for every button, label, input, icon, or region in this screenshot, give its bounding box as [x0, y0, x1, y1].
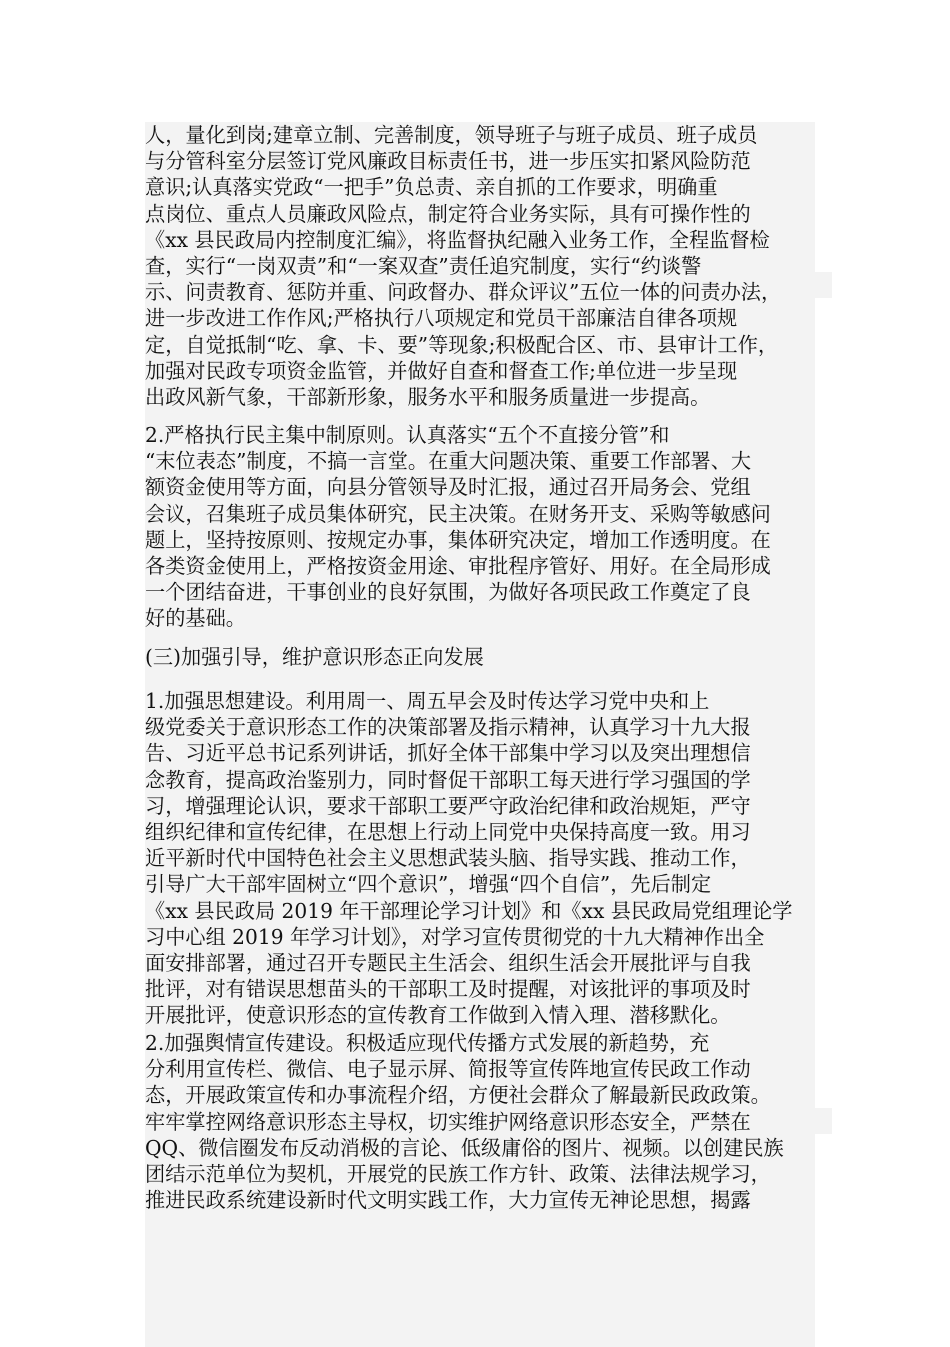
paragraph-line: 加强对民政专项资金监管，并做好自查和督查工作;单位进一步呈现 [145, 358, 738, 383]
paragraph-line: 推进民政系统建设新时代文明实践工作，大力宣传无神论思想，揭露 [145, 1188, 751, 1213]
paragraph-line: QQ、微信圈发布反动消极的言论、低级庸俗的图片、视频。以创建民族 [145, 1135, 784, 1160]
paragraph-line: 《xx 县民政局内控制度汇编》，将监督执纪融入业务工作，全程监督检 [145, 227, 770, 252]
paragraph-line: 出政风新气象，干部新形象，服务水平和服务质量进一步提高。 [145, 385, 711, 409]
paragraph-line: 习中心组 2019 年学习计划》，对学习宣传贯彻党的十九大精神作出全 [145, 924, 765, 949]
section-heading: (三)加强引导，维护意识形态正向发展 [145, 645, 484, 669]
paragraph-line: 2.严格执行民主集中制原则。认真落实“五个不直接分管”和 [145, 423, 670, 447]
paragraph-line: 告、习近平总书记系列讲话，抓好全体干部集中学习以及突出理想信 [145, 741, 751, 766]
paragraph-line: 查，实行“一岗双责”和“一案双查”责任追究制度，实行“约谈警 [145, 254, 702, 278]
paragraph-line: 开展批评，使意识形态的宣传教育工作做到入情入理、潜移默化。 [145, 1003, 731, 1028]
paragraph-line: 额资金使用等方面，向县分管领导及时汇报，通过召开局务会、党组 [145, 475, 751, 500]
paragraph-line: 意识;认真落实党政“一把手”负总责、亲自抓的工作要求，明确重 [145, 175, 718, 200]
paragraph-line: 牢牢掌控网络意识形态主导权，切实维护网络意识形态安全，严禁在 [145, 1109, 751, 1134]
paragraph-line: 引导广大干部牢固树立“四个意识”，增强“四个自信”，先后制定 [145, 872, 712, 897]
text-highlight-band [806, 272, 832, 298]
paragraph-line: 会议，召集班子成员集体研究，民主决策。在财务开支、采购等敏感问 [145, 501, 771, 526]
paragraph-line: 面安排部署，通过召开专题民主生活会、组织生活会开展批评与自我 [145, 951, 751, 975]
paragraph-line: 2.加强舆情宣传建设。积极适应现代传播方式发展的新趋势，充 [145, 1031, 710, 1055]
paragraph-line: 进一步改进工作作风;严格执行八项规定和党员干部廉洁自律各项规 [145, 306, 738, 331]
paragraph-line: 与分管科室分层签订党风廉政目标责任书，进一步压实扣紧风险防范 [145, 149, 751, 174]
paragraph-line: 示、问责教育、惩防并重、问政督办、群众评议”五位一体的问责办法， [145, 280, 782, 305]
paragraph-line: 批评，对有错误思想苗头的干部职工及时提醒，对该批评的事项及时 [145, 977, 751, 1002]
paragraph-line: 《xx 县民政局 2019 年干部理论学习计划》和《xx 县民政局党组理论学 [145, 898, 793, 923]
paragraph-line: 1.加强思想建设。利用周一、周五早会及时传达学习党中央和上 [145, 689, 710, 713]
paragraph-line: “末位表态”制度，不搞一言堂。在重大问题决策、重要工作部署、大 [145, 449, 752, 474]
paragraph-line: 人，量化到岗;建章立制、完善制度，领导班子与班子成员、班子成员 [145, 123, 758, 147]
paragraph-line: 念教育，提高政治鉴别力，同时督促干部职工每天进行学习强国的学 [145, 767, 751, 792]
paragraph-line: 定，自觉抵制“吃、拿、卡、要”等现象;积极配合区、市、县审计工作， [145, 332, 779, 357]
paragraph-line: 近平新时代中国特色社会主义思想武装头脑、指导实践、推动工作， [145, 846, 751, 871]
paragraph-line: 分利用宣传栏、微信、电子显示屏、简报等宣传阵地宣传民政工作动 [145, 1057, 751, 1082]
paragraph-line: 组织纪律和宣传纪律，在思想上行动上同党中央保持高度一致。用习 [145, 820, 751, 844]
paragraph-line: 题上，坚持按原则、按规定办事，集体研究决定，增加工作透明度。在 [145, 527, 771, 552]
paragraph-line: 级党委关于意识形态工作的决策部署及指示精神，认真学习十九大报 [145, 715, 751, 740]
paragraph-line: 各类资金使用上，严格按资金用途、审批程序管好、用好。在全局形成 [145, 554, 771, 578]
text-highlight-band [806, 1108, 832, 1134]
paragraph-line: 团结示范单位为契机，开展党的民族工作方针、政策、法律法规学习， [145, 1162, 771, 1186]
paragraph-line: 一个团结奋进，干事创业的良好氛围，为做好各项民政工作奠定了良 [145, 580, 751, 605]
paragraph-line: 态，开展政策宣传和办事流程介绍，方便社会群众了解最新民政政策。 [145, 1083, 771, 1108]
paragraph-line: 习，增强理论认识，要求干部职工要严守政治纪律和政治规矩，严守 [145, 793, 751, 818]
paragraph-line: 点岗位、重点人员廉政风险点，制定符合业务实际，具有可操作性的 [145, 201, 751, 226]
paragraph-line: 好的基础。 [145, 606, 246, 631]
